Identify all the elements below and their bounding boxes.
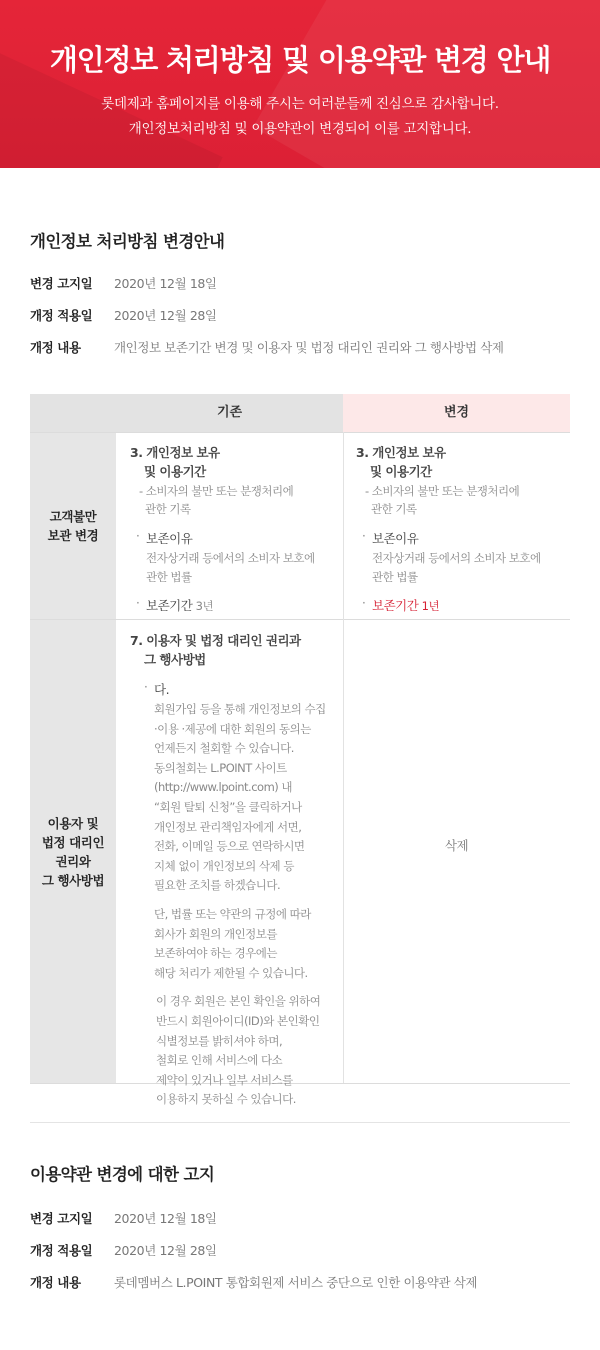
paragraph-line: (http://www.lpoint.com) 내 (154, 780, 293, 795)
info-value: 2020년 12월 28일 (114, 1243, 217, 1258)
privacy-section-title: 개인정보 처리방침 변경안내 (30, 232, 225, 251)
paragraph-line: 제약이 있거나 일부 서비스를 (156, 1072, 293, 1087)
paragraph-line: 전화, 이메일 등으로 연락하시면 (154, 839, 305, 854)
banner-subtitle-line: 롯데제과 홈페이지를 이용해 주시는 여러분들께 진심으로 감사합니다. (101, 96, 499, 112)
paragraph-line: 이용하지 못하실 수 있습니다. (156, 1092, 296, 1107)
cell-bullet: · 보존이유 전자상거래 등에서의 소비자 보호에 관한 법률 (362, 529, 561, 587)
cell-heading: 7. 이용자 및 법정 대리인 권리과 그 행사방법 (130, 633, 301, 667)
cell-bullet: · 보존이유 전자상거래 등에서의 소비자 보호에 관한 법률 (136, 529, 335, 587)
table-divider (30, 619, 570, 620)
terms-section-title: 이용약관 변경에 대한 고지 (30, 1165, 215, 1184)
row-label-line: 고객불만 (49, 508, 97, 524)
row-label-line: 권리와 (55, 854, 91, 869)
cell-paragraph (154, 992, 340, 1110)
cell-bullet: · 다. 회원가입 등을 통해 개인정보의 수집 ·이용 ·제공에 대한 회원의 동의는 언제든지 철회할 수 있습니다. 동의철회는 L.POINT 사이트 (http://www.lpoint.com) 내 “회원 탈퇴 신청”을 클릭하거나 개인정보 관리책임자에게 서면, 전화, 이메일 등으로 연락하시면 지체 없이 개인정보의 삭제 등 필요한 조치를 하겠습니다. 단, 법률 또는 약관의 규정에 따라 회사가 회원의 개인정보를 보존하여야 하는 경우에는 해당 처리가 제한될 수 있습니다. 이 경우 회원은 본인 확인을 위하여 반드시 회원아이디(ID)와 본인확인 식별정보를 밝히셔야 하며, 철회로 인해 서비스에 다소 제약이 있거나 일부 서비스를 이용하지 못하실 수 있습니다. (144, 680, 340, 1110)
paragraph-line: 철회로 인해 서비스에 다소 (156, 1053, 283, 1068)
table-divider (30, 432, 570, 433)
info-value: 2020년 12월 28일 (114, 308, 217, 323)
paragraph-line: 해당 처리가 제한될 수 있습니다. (154, 965, 308, 980)
info-label: 개정 적용일 (30, 308, 93, 323)
banner-subtitle (0, 92, 600, 142)
paragraph-line: “회원 탈퇴 신청”을 클릭하거나 (154, 799, 302, 814)
table-header-new: 변경 (343, 394, 570, 432)
comparison-table (30, 394, 570, 1107)
banner-decoration (253, 0, 600, 168)
paragraph-line: 이 경우 회원은 본인 확인을 위하여 (156, 994, 321, 1009)
row-label-line: 보관 변경 (47, 527, 99, 543)
paragraph-line: 지체 없이 개인정보의 삭제 등 (154, 858, 294, 873)
row-label-rights (30, 620, 116, 1084)
paragraph-line: 반드시 회원아이디(ID)와 본인확인 (156, 1013, 320, 1028)
header-banner (0, 0, 600, 168)
section-divider (30, 1122, 570, 1123)
table-header-blank (30, 394, 116, 432)
info-value: 롯데멤버스 L.POINT 통합회원제 서비스 중단으로 인한 이용약관 삭제 (114, 1275, 478, 1290)
info-label: 변경 고지일 (30, 276, 93, 291)
cell-dash-text: - 소비자의 불만 또는 분쟁처리에 관한 기록 (365, 484, 520, 516)
row2-old-cell (130, 631, 340, 1110)
info-label: 개정 내용 (30, 1275, 81, 1290)
info-value: 개인정보 보존기간 변경 및 이용자 및 법정 대리인 권리와 그 행사방법 삭제 (114, 340, 504, 355)
banner-subtitle-line: 개인정보처리방침 및 이용약관이 변경되어 이를 고지합니다. (128, 121, 472, 137)
paragraph-line: 식별정보를 밝히셔야 하며, (156, 1033, 283, 1048)
paragraph-line: 개인정보 관리책임자에게 서면, (154, 819, 302, 834)
info-label: 개정 적용일 (30, 1243, 93, 1258)
table-header-old: 기존 (116, 394, 343, 432)
paragraph-line: 회사가 회원의 개인정보를 (154, 926, 278, 941)
paragraph-line: 필요한 조치를 하겠습니다. (154, 878, 281, 893)
row1-new-cell (356, 443, 561, 616)
cell-heading: 3. 개인정보 보유 및 이용기간 (130, 445, 220, 479)
paragraph-line: ·이용 ·제공에 대한 회원의 동의는 (154, 721, 311, 736)
paragraph-line: 보존하여야 하는 경우에는 (154, 946, 278, 961)
cell-dash-text: - 소비자의 불만 또는 분쟁처리에 관한 기록 (139, 484, 294, 516)
paragraph-line: 단, 법률 또는 약관의 규정에 따라 (154, 906, 311, 921)
cell-paragraph (154, 905, 340, 983)
info-label: 개정 내용 (30, 340, 81, 355)
paragraph-line: 언제든지 철회할 수 있습니다. (154, 741, 294, 756)
table-divider (343, 432, 344, 1083)
row-label-line: 법정 대리인 (41, 835, 105, 850)
cell-bullet: · 보존기간 3년 (136, 596, 335, 616)
page-title: 개인정보 처리방침 및 이용약관 변경 안내 (49, 43, 551, 77)
cell-heading: 3. 개인정보 보유 및 이용기간 (356, 445, 446, 479)
info-value: 2020년 12월 18일 (114, 1211, 217, 1226)
info-value: 2020년 12월 18일 (114, 276, 217, 291)
row1-old-cell (130, 443, 335, 616)
info-label: 변경 고지일 (30, 1211, 93, 1226)
row2-new-cell: 삭제 (444, 838, 469, 853)
row-label-line: 그 행사방법 (41, 873, 105, 888)
cell-paragraph (154, 700, 340, 896)
paragraph-line: 회원가입 등을 통해 개인정보의 수집 (154, 702, 326, 716)
row-label-complaint (30, 432, 116, 619)
cell-bullet-changed: · 보존기간 1년 (362, 596, 561, 616)
paragraph-line: 동의철회는 L.POINT 사이트 (154, 760, 287, 775)
row-label-line: 이용자 및 (47, 816, 99, 831)
